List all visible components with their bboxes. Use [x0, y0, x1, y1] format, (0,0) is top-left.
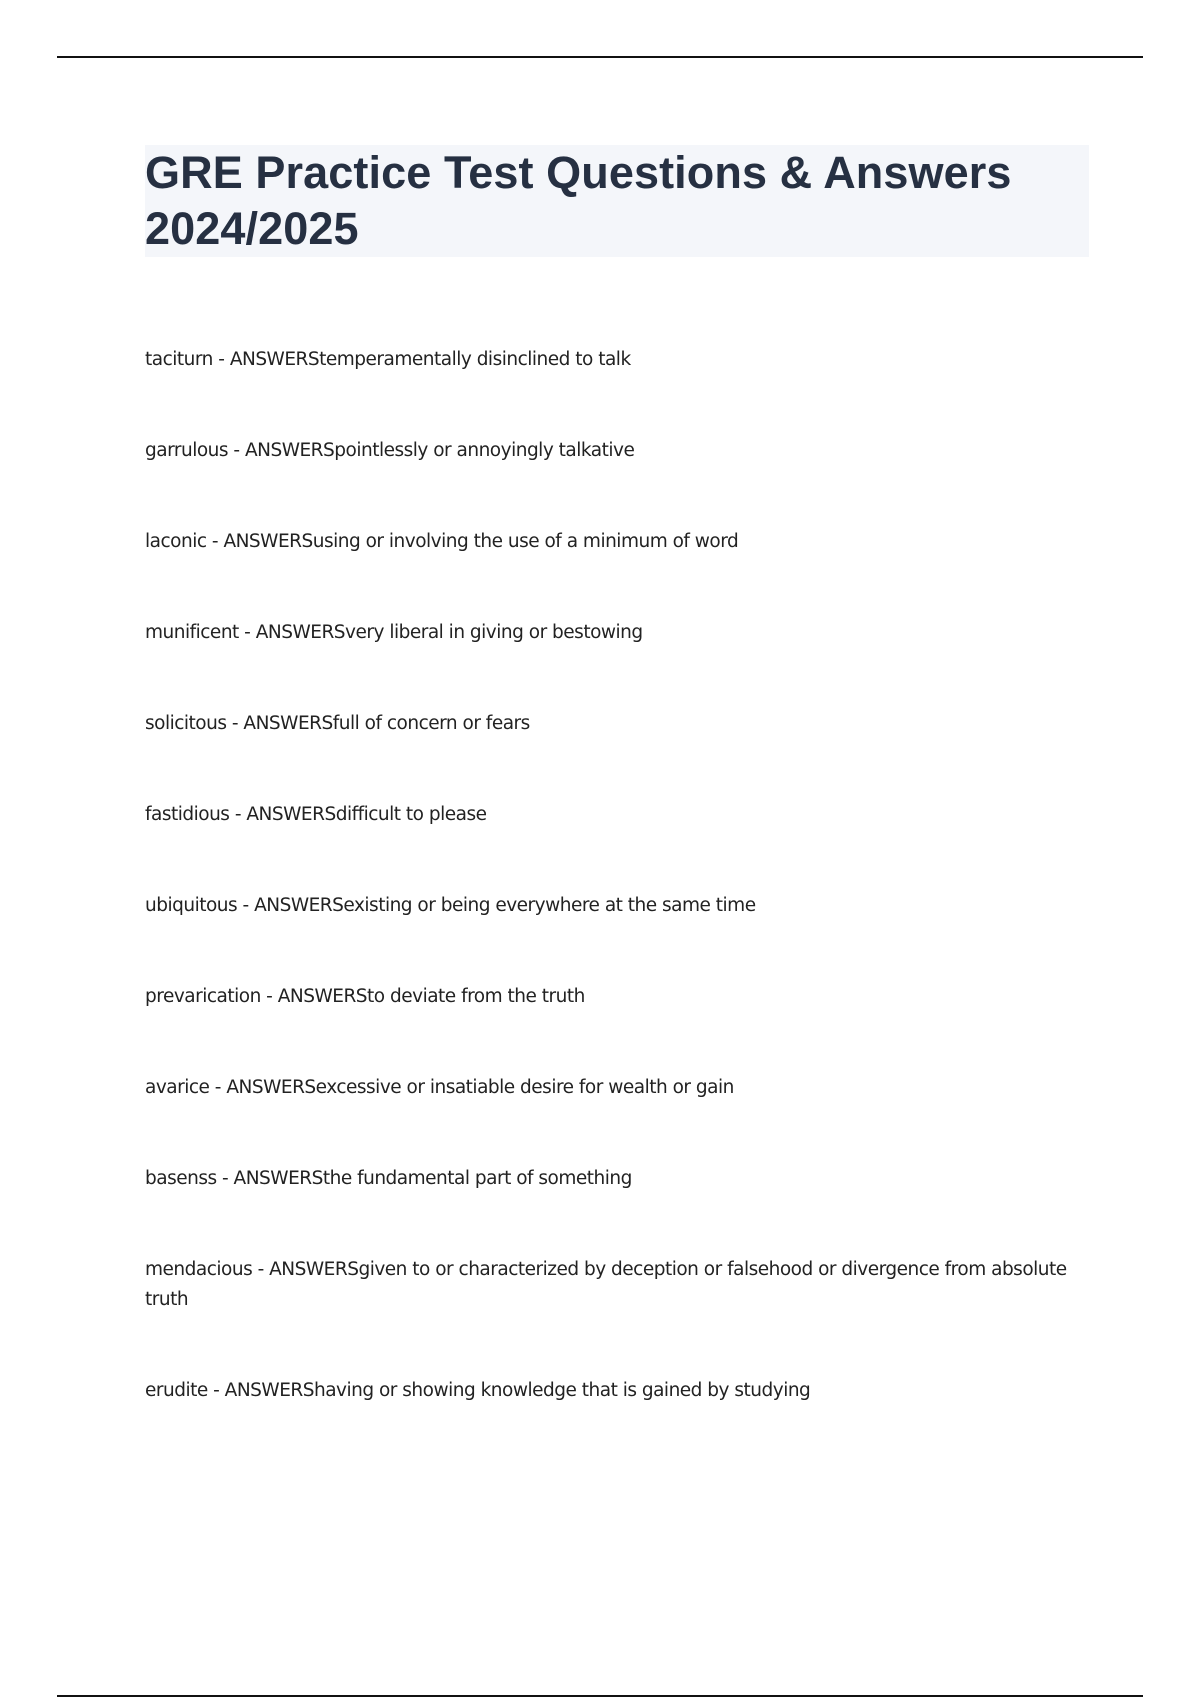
list-item: ubiquitous - ANSWERSexisting or being everywhere at the same time	[145, 895, 756, 916]
list-item: munificent - ANSWERSvery liberal in giving or bestowing	[145, 622, 643, 643]
document-title: GRE Practice Test Questions & Answers 2024/2025	[145, 147, 1012, 254]
flashcard-list	[145, 345, 1095, 1406]
bottom-rule	[57, 1695, 1143, 1697]
title-block	[145, 145, 1089, 257]
list-item: basenss - ANSWERSthe fundamental part of something	[145, 1168, 632, 1189]
list-item: fastidious - ANSWERSdifficult to please	[145, 804, 487, 825]
list-item: mendacious - ANSWERSgiven to or characterized by deception or falsehood or divergence from absolute truth	[145, 1259, 1067, 1310]
list-item: erudite - ANSWERShaving or showing knowledge that is gained by studying	[145, 1380, 811, 1401]
list-item: avarice - ANSWERSexcessive or insatiable desire for wealth or gain	[145, 1077, 734, 1098]
top-rule	[57, 56, 1143, 58]
list-item: garrulous - ANSWERSpointlessly or annoyingly talkative	[145, 440, 635, 461]
list-item: solicitous - ANSWERSfull of concern or fears	[145, 713, 530, 734]
list-item: laconic - ANSWERSusing or involving the use of a minimum of word	[145, 531, 739, 552]
list-item: prevarication - ANSWERSto deviate from the truth	[145, 986, 585, 1007]
list-item: taciturn - ANSWERStemperamentally disinclined to talk	[145, 349, 631, 370]
